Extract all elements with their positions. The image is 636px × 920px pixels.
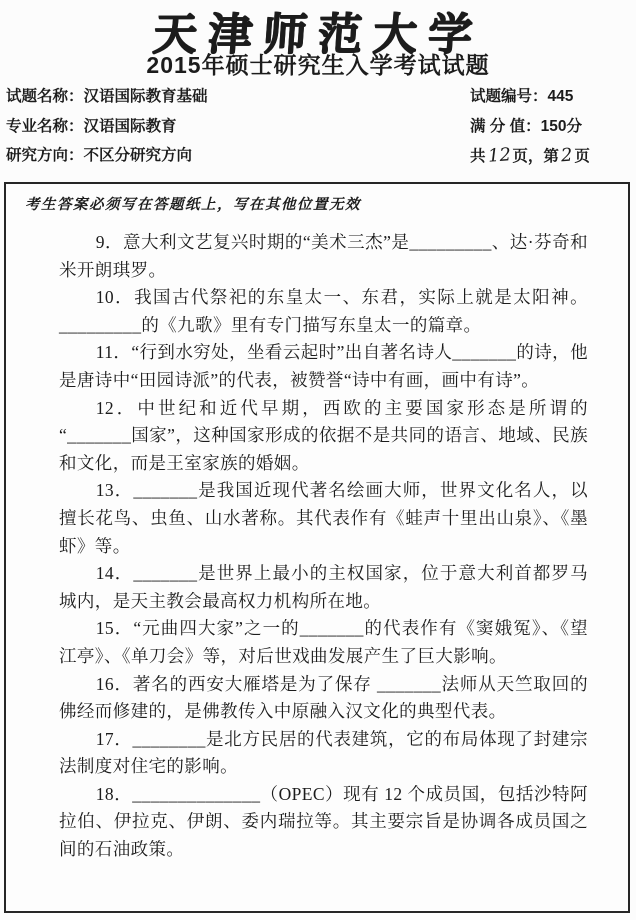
meta-exam-number <box>470 82 628 112</box>
meta-subject-name-label: 试题名称： <box>6 88 84 105</box>
meta-right-column <box>470 82 628 172</box>
meta-major-name <box>6 112 208 142</box>
meta-left-column <box>6 82 208 172</box>
meta-subject-name <box>6 82 208 112</box>
meta-full-score-label: 满 分 值： <box>470 117 541 135</box>
question-13: 13．_______是我国近现代著名绘画大师，世界文化名人，以擅长花鸟、虫鱼、山水著称。其代表作有《蛙声十里出山泉》、《墨虾》等。 <box>59 480 588 556</box>
question-16: 16．著名的西安大雁塔是为了保存 _______法师从天竺取回的佛经而修建的，是佛教传入中原融入汉文化的典型代表。 <box>59 673 588 722</box>
candidate-notice: 考生答案必须写在答题纸上，写在其他位置无效 <box>25 196 361 213</box>
question-list <box>59 229 588 864</box>
question-17: 17．________是北方民居的代表建筑，它的布局体现了封建宗法制度对住宅的影响。 <box>59 728 588 777</box>
question-12: 12．中世纪和近代早期，西欧的主要国家形态是所谓的“_______国家”，这种国家形成的依据不是共同的语言、地域、民族和文化，而是王室家族的婚姻。 <box>59 397 588 473</box>
question-15: 15．“元曲四大家”之一的_______的代表作有《窦娥冤》、《望江亭》、《单刀会》等，对后世戏曲发展产生了巨大影响。 <box>59 618 588 666</box>
pages-suffix: 页 <box>574 148 590 165</box>
meta-full-score-value: 150分 <box>540 117 582 135</box>
pages-total-handwritten: 12 <box>486 144 512 167</box>
meta-exam-number-value: 445 <box>547 88 574 105</box>
answer-area-box <box>4 182 630 913</box>
question-11: 11．“行到水穷处，坐看云起时”出自著名诗人_______的诗，他是唐诗中“田园诗派”的代表，被赞誉“诗中有画，画中有诗”。 <box>59 342 588 390</box>
meta-page-indicator <box>470 141 628 172</box>
meta-subject-name-value: 汉语国际教育基础 <box>83 88 208 105</box>
exam-title: 2015年硕士研究生入学考试试题 <box>146 52 490 78</box>
meta-research-direction <box>6 141 208 171</box>
question-10: 10．我国古代祭祀的东皇太一、东君，实际上就是太阳神。_________的《九歌》里有专门描写东皇太一的篇章。 <box>59 287 588 335</box>
meta-major-name-value: 汉语国际教育 <box>83 117 177 135</box>
pages-prefix: 共 <box>470 148 486 165</box>
question-9: 9．意大利文艺复兴时期的“美术三杰”是_________、达·芬奇和米开朗琪罗。 <box>59 232 588 280</box>
meta-full-score <box>470 112 628 142</box>
pages-middle: 页，第 <box>512 148 559 165</box>
university-title: 天津师范大学 <box>150 9 485 60</box>
question-14: 14．_______是世界上最小的主权国家，位于意大利首都罗马城内，是天主教会最高权力机构所在地。 <box>59 563 588 611</box>
meta-exam-number-label: 试题编号： <box>470 88 548 105</box>
meta-major-name-label: 专业名称： <box>6 117 84 135</box>
exam-meta <box>6 82 628 172</box>
meta-research-direction-value: 不区分研究方向 <box>83 147 193 164</box>
meta-research-direction-label: 研究方向： <box>6 147 84 164</box>
pages-current-handwritten: 2 <box>560 144 574 167</box>
question-18: 18．______________（OPEC）现有 12 个成员国，包括沙特阿拉伯、伊拉克、伊朗、委内瑞拉等。其主要宗旨是协调各成员国之间的石油政策。 <box>59 783 588 860</box>
